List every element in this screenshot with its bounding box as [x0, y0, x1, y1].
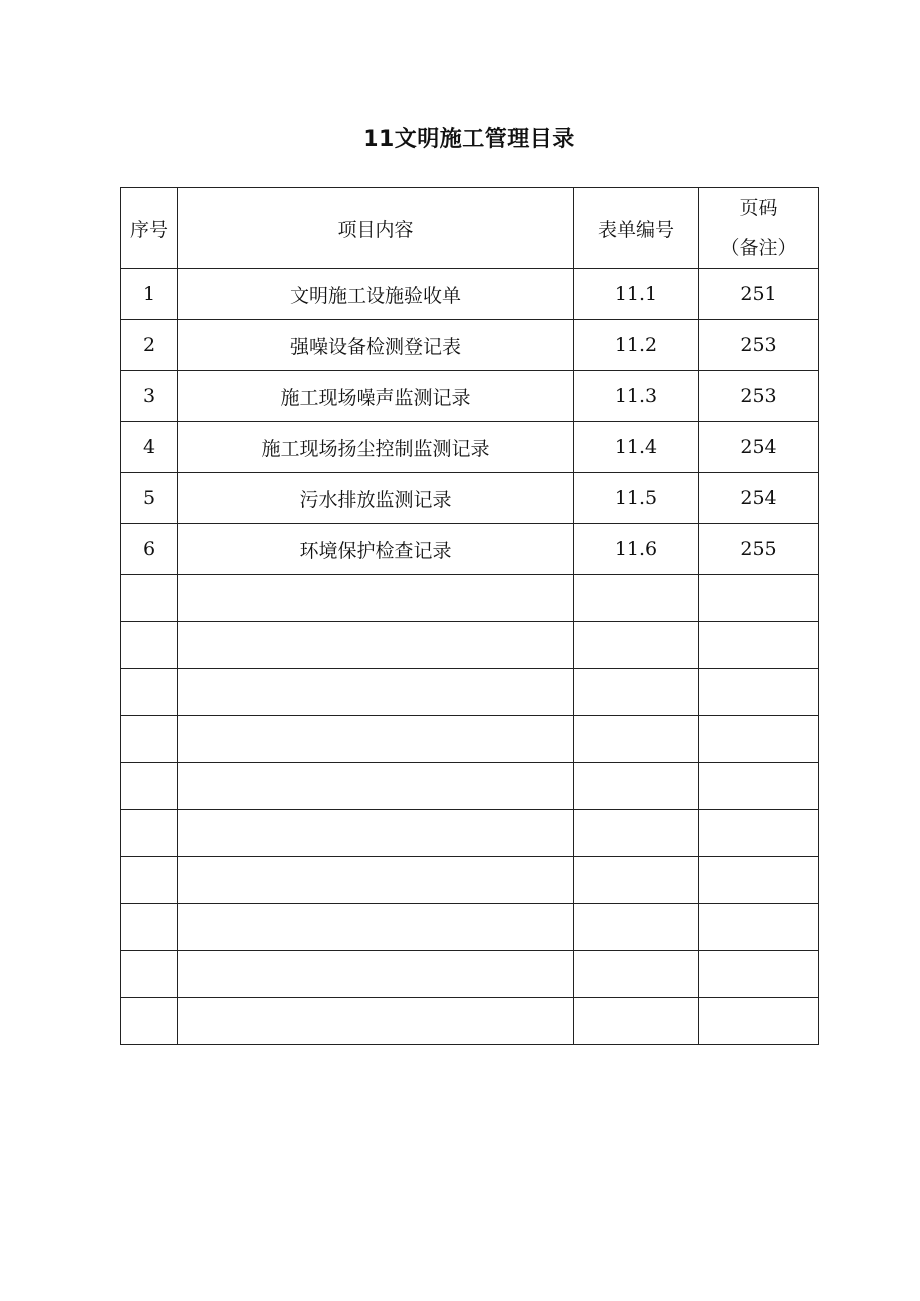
cell-page: 255: [699, 524, 819, 575]
cell-form-no: [574, 951, 699, 998]
header-seq: 序号: [121, 188, 178, 269]
cell-seq: [121, 716, 178, 763]
cell-form-no: [574, 904, 699, 951]
cell-form-no: [574, 857, 699, 904]
cell-item: 环境保护检查记录: [178, 524, 574, 575]
cell-seq: [121, 763, 178, 810]
toc-table: [120, 187, 819, 1045]
cell-item: [178, 998, 574, 1045]
header-page: [699, 188, 819, 269]
cell-form-no: 11.5: [574, 473, 699, 524]
blank-rows: [121, 575, 819, 1045]
cell-page: 254: [699, 473, 819, 524]
cell-item: 文明施工设施验收单: [178, 269, 574, 320]
cell-item: [178, 622, 574, 669]
cell-form-no: 11.4: [574, 422, 699, 473]
cell-item: [178, 575, 574, 622]
table-row-empty: [121, 951, 819, 998]
cell-seq: 2: [121, 320, 178, 371]
cell-item: 污水排放监测记录: [178, 473, 574, 524]
table-row-empty: [121, 998, 819, 1045]
cell-page: 254: [699, 422, 819, 473]
table-row: [121, 473, 819, 524]
header-item: 项目内容: [178, 188, 574, 269]
cell-seq: [121, 998, 178, 1045]
cell-seq: 6: [121, 524, 178, 575]
page-title: 11文明施工管理目录: [363, 127, 575, 152]
table-row-empty: [121, 904, 819, 951]
cell-seq: [121, 857, 178, 904]
cell-form-no: [574, 763, 699, 810]
table-row-empty: [121, 857, 819, 904]
cell-seq: 4: [121, 422, 178, 473]
cell-page: [699, 669, 819, 716]
cell-form-no: 11.1: [574, 269, 699, 320]
cell-form-no: [574, 669, 699, 716]
cell-item: [178, 810, 574, 857]
cell-page: [699, 810, 819, 857]
cell-form-no: [574, 998, 699, 1045]
cell-page: [699, 575, 819, 622]
cell-form-no: 11.3: [574, 371, 699, 422]
header-form-no: 表单编号: [574, 188, 699, 269]
cell-form-no: [574, 622, 699, 669]
table-row: [121, 269, 819, 320]
table-row: [121, 371, 819, 422]
table-row-empty: [121, 716, 819, 763]
cell-page: [699, 998, 819, 1045]
cell-item: 强噪设备检测登记表: [178, 320, 574, 371]
cell-seq: [121, 810, 178, 857]
cell-page: 251: [699, 269, 819, 320]
cell-seq: 1: [121, 269, 178, 320]
cell-item: 施工现场噪声监测记录: [178, 371, 574, 422]
cell-item: [178, 669, 574, 716]
cell-seq: [121, 951, 178, 998]
cell-page: [699, 622, 819, 669]
cell-seq: [121, 622, 178, 669]
cell-form-no: 11.6: [574, 524, 699, 575]
table-row-empty: [121, 763, 819, 810]
table-row: [121, 422, 819, 473]
cell-item: [178, 951, 574, 998]
table-row-empty: [121, 575, 819, 622]
cell-seq: 5: [121, 473, 178, 524]
cell-form-no: [574, 716, 699, 763]
cell-page: [699, 763, 819, 810]
table-row-empty: [121, 669, 819, 716]
table-row: [121, 320, 819, 371]
cell-item: [178, 857, 574, 904]
cell-item: [178, 904, 574, 951]
cell-seq: [121, 575, 178, 622]
cell-page: [699, 951, 819, 998]
table-row-empty: [121, 622, 819, 669]
cell-page: [699, 857, 819, 904]
cell-item: [178, 763, 574, 810]
cell-page: 253: [699, 320, 819, 371]
cell-item: [178, 716, 574, 763]
cell-page: 253: [699, 371, 819, 422]
table-row: [121, 524, 819, 575]
cell-seq: 3: [121, 371, 178, 422]
cell-page: [699, 716, 819, 763]
cell-item: 施工现场扬尘控制监测记录: [178, 422, 574, 473]
header-page-line1: 页码: [739, 197, 778, 219]
header-page-line2: （备注）: [720, 237, 797, 259]
cell-page: [699, 904, 819, 951]
cell-form-no: [574, 575, 699, 622]
table-header-row: [121, 188, 819, 269]
cell-seq: [121, 669, 178, 716]
cell-form-no: [574, 810, 699, 857]
table-row-empty: [121, 810, 819, 857]
cell-form-no: 11.2: [574, 320, 699, 371]
cell-seq: [121, 904, 178, 951]
